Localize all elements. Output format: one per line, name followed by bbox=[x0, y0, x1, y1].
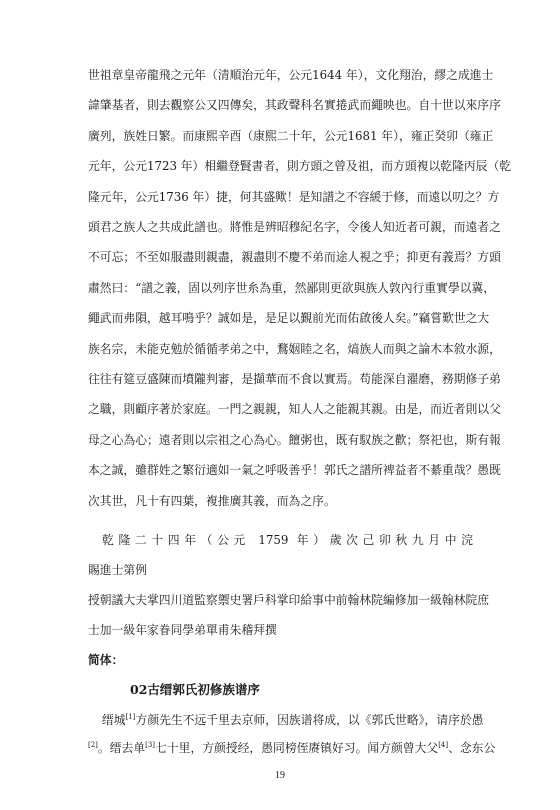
paragraph-line: 諱肇基者，則去觀察公又四傳矣，其政聲科名實捲武而繩映也。自十世以來序序 bbox=[88, 98, 501, 113]
paragraph-line: 繩武而弗隕，越耳鳴乎？誠如是，是足以覲前光而佑啟後人矣。”竊嘗歎世之大 bbox=[88, 311, 490, 326]
paragraph-line: 之職，則顧序著於家庭。一門之親親，知人人之能親其親。由是，而近者則以父 bbox=[88, 402, 501, 417]
simplified-line-2 bbox=[88, 740, 496, 756]
text-segment: 、念东公 bbox=[448, 741, 496, 755]
paragraph-line: 不可忘；不至如服盡則親盡，親盡則不慶不弟而途人視之乎；抑更有義焉？方頭 bbox=[88, 250, 501, 265]
simplified-label: 简体： bbox=[88, 653, 124, 667]
paragraph-line: 隆元年，公元1736 年）捷，何其盛歟！是知譜之不容緩于修，而遠以叨之？方 bbox=[88, 189, 500, 204]
paragraph-line: 廣列，族姓日繁。而康熙辛酉（康熙二十年，公元1681 年），雍正癸卯（雍正 bbox=[88, 128, 494, 143]
text-segment: 方颜先生不远千里去京师，因族谱将成，以《郭氏世略》，请序於愚 bbox=[135, 713, 484, 727]
paragraph-line: 本之誠，雖群姓之繁衍適如一氣之呼吸善乎！郭氏之譜所裨益者不綦重哉？愚既 bbox=[88, 463, 501, 478]
text-segment: 七十里，方颜授经，愚同榜侄赓镇好习。闻方颜曾大父 bbox=[155, 741, 439, 755]
author-line-1: 授朝議大夫掌四川道監察禦史署戶科掌印給事中前翰林院編修加一級翰林院庶 bbox=[88, 593, 490, 607]
footnote-ref[interactable]: [2] bbox=[88, 741, 98, 750]
text-segment: 缙城 bbox=[102, 713, 126, 727]
author-title: 賜進士第例 bbox=[88, 563, 147, 577]
page-number: 19 bbox=[275, 770, 285, 781]
simplified-line-1 bbox=[102, 712, 484, 728]
paragraph-line: 頭君之族人之共成此譜也。將惟是辨昭穆紀名字，令後人知近者可親，而遠者之 bbox=[88, 220, 501, 234]
paragraph-line: 世祖章皇帝龍飛之元年（清順治元年，公元1644 年），文化翔治，繆之成進士 bbox=[88, 68, 494, 82]
author-line-2: 士加一級年家眷同學弟單甫朱稽拜撰 bbox=[88, 623, 277, 637]
footnote-ref[interactable]: [3] bbox=[145, 741, 156, 750]
footnote-ref[interactable]: [4] bbox=[438, 741, 449, 750]
paragraph-line: 母之心為心；遠者則以宗祖之心為心。饘粥也，既有馭族之歡；祭祀也，斯有報 bbox=[88, 432, 501, 447]
paragraph-line: 次其世，凡十有四葉，複推廣其義，而為之序。 bbox=[88, 493, 336, 508]
footnote-ref[interactable]: [1] bbox=[125, 713, 136, 722]
paragraph-line: 元年，公元1723 年）相繼登賢書者，則方頭之曾及祖，而方頭複以乾隆丙辰（乾 bbox=[88, 159, 512, 174]
date-line: 乾隆二十四年（公元 1759 年）歲次己卯秋九月中浣 bbox=[102, 533, 473, 547]
text-segment: 。缙去单 bbox=[97, 741, 146, 755]
paragraph-line: 肅然曰：“譜之義，固以列序世糸為重，然鄙則更欲與族人敦內行重實學以冀， bbox=[88, 280, 496, 295]
section-title: 02古缙郭氏初修族谱序 bbox=[130, 682, 260, 697]
paragraph-line: 族名宗，未能克勉於循循孝弟之中，鶩姻睦之名，熇族人而與之論木本敘水源， bbox=[88, 341, 501, 356]
paragraph-line: 往往有筵豆盛陳而墳隴判審，是擷華而不食以實焉。苟能深自濯磨，務期修子弟 bbox=[88, 372, 501, 386]
